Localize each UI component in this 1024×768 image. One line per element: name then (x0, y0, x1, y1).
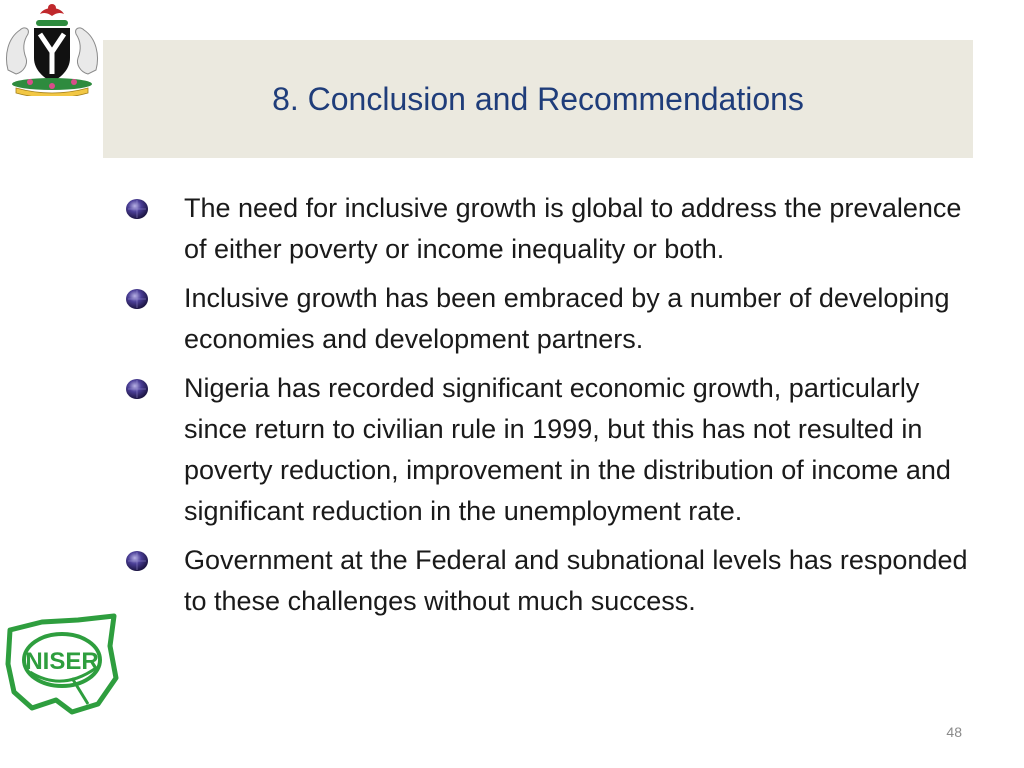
bullet-item (118, 368, 968, 532)
bullet-text: Government at the Federal and subnational levels has responded to these challenges without much success. (184, 545, 968, 616)
bullet-text: Inclusive growth has been embraced by a number of developing economies and development partners. (184, 283, 950, 354)
bullet-list (118, 188, 968, 630)
title-band (103, 40, 973, 158)
niser-logo-text: NISER (25, 648, 99, 675)
bullet-item (118, 188, 968, 270)
sphere-bullet-icon (124, 287, 150, 311)
coat-of-arms-icon (0, 0, 104, 96)
page-number: 48 (946, 724, 962, 740)
sphere-bullet-icon (124, 197, 150, 221)
bullet-item (118, 278, 968, 360)
bullet-text: Nigeria has recorded significant economic growth, particularly since return to civilian rule in 1999, but this has not resulted in poverty reduction, improvement in the distribution of income and significant reduction in the unemployment rate. (184, 373, 951, 526)
bullet-item (118, 540, 968, 622)
slide-title: 8. Conclusion and Recommendations (272, 80, 804, 117)
sphere-bullet-icon (124, 549, 150, 573)
bullet-text: The need for inclusive growth is global to address the prevalence of either poverty or income inequality or both. (184, 193, 962, 264)
niser-logo-icon (2, 608, 120, 720)
sphere-bullet-icon (124, 377, 150, 401)
